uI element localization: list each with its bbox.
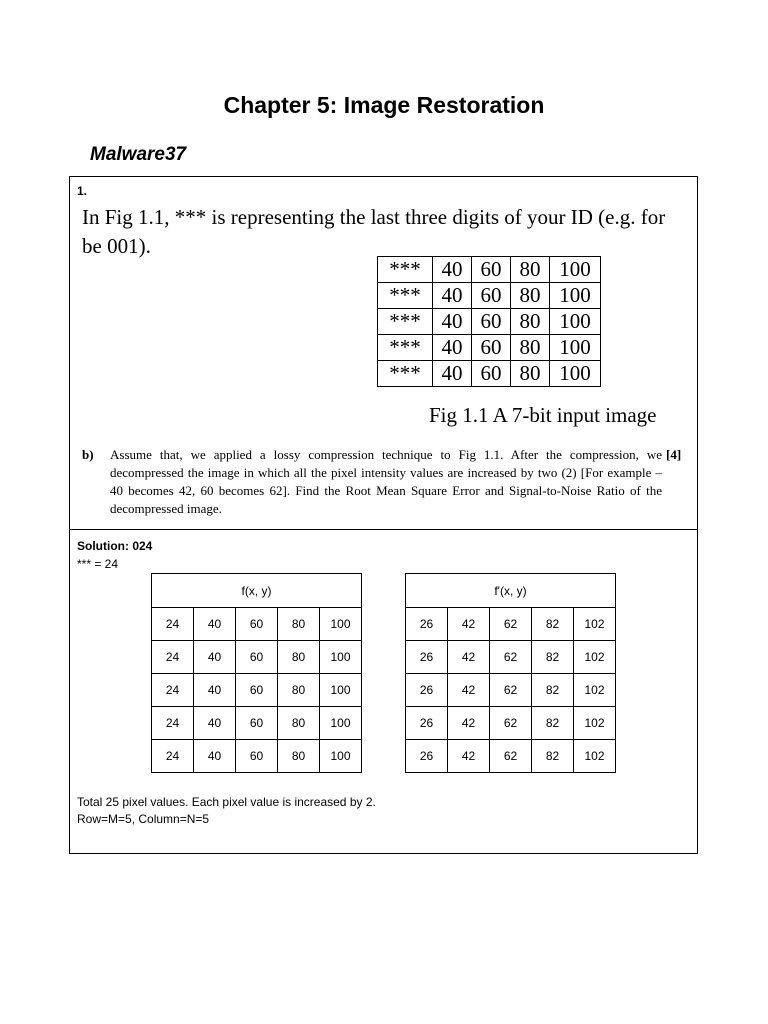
figure-table-cell: 40	[433, 361, 472, 387]
decompressed-image-cell: 102	[574, 707, 616, 740]
original-image-cell: 60	[236, 641, 278, 674]
original-image-row	[152, 740, 362, 773]
decompressed-image-cell: 102	[574, 740, 616, 773]
decompressed-image-cell: 42	[448, 707, 490, 740]
decompressed-image-row	[406, 674, 616, 707]
figure-table-row	[378, 309, 601, 335]
original-image-cell: 100	[320, 608, 362, 641]
figure-table-cell: 60	[472, 335, 511, 361]
decompressed-image-cell: 82	[532, 641, 574, 674]
original-image-cell: 100	[320, 641, 362, 674]
figure-table-cell: 80	[511, 283, 550, 309]
decompressed-image-row	[406, 740, 616, 773]
figure-table-cell: 60	[472, 309, 511, 335]
original-image-cell: 40	[194, 608, 236, 641]
figure-table-cell: 100	[550, 361, 601, 387]
original-image-cell: 24	[152, 608, 194, 641]
question-number: 1.	[77, 184, 88, 198]
figure-table-cell: 80	[511, 361, 550, 387]
original-image-header: f(x, y)	[152, 574, 362, 608]
section-divider	[70, 529, 697, 530]
decompressed-image-row	[406, 641, 616, 674]
original-image-cell: 60	[236, 674, 278, 707]
decompressed-image-cell: 42	[448, 641, 490, 674]
figure-table-cell: ***	[378, 257, 433, 283]
figure-table-cell: 100	[550, 257, 601, 283]
original-image-cell: 24	[152, 641, 194, 674]
figure-table-cell: 40	[433, 257, 472, 283]
decompressed-image-cell: 42	[448, 674, 490, 707]
figure-table-cell: ***	[378, 361, 433, 387]
decompressed-image-cell: 102	[574, 608, 616, 641]
original-image-cell: 80	[278, 674, 320, 707]
solution-note-line-1: Total 25 pixel values. Each pixel value is increased by 2.	[77, 795, 376, 809]
original-image-row	[152, 707, 362, 740]
decompressed-image-cell: 42	[448, 608, 490, 641]
figure-table-row	[378, 335, 601, 361]
part-b-text: Assume that, we applied a lossy compression technique to Fig 1.1. After the compression, we decompressed the image in which all the pixel intensity values are increased by two (2) [For example – 40 becomes 42, 60 becomes 62]. Find the Root Mean Square Error and Signal-to-Noise Ratio of the decompressed image.	[110, 447, 662, 516]
figure-table-row	[378, 257, 601, 283]
original-image-row	[152, 674, 362, 707]
figure-table-cell: 80	[511, 257, 550, 283]
original-image-cell: 60	[236, 740, 278, 773]
figure-table-row	[378, 361, 601, 387]
decompressed-image-cell: 82	[532, 674, 574, 707]
decompressed-image-cell: 26	[406, 674, 448, 707]
figure-table-cell: 100	[550, 283, 601, 309]
original-image-cell: 40	[194, 674, 236, 707]
original-image-cell: 60	[236, 608, 278, 641]
decompressed-image-row	[406, 608, 616, 641]
figure-table-cell: 60	[472, 257, 511, 283]
decompressed-image-cell: 82	[532, 707, 574, 740]
decompressed-image-cell: 62	[490, 641, 532, 674]
figure-table-cell: 40	[433, 335, 472, 361]
decompressed-image-cell: 62	[490, 707, 532, 740]
original-image-cell: 100	[320, 707, 362, 740]
figure-table	[377, 256, 601, 387]
figure-table-cell: ***	[378, 309, 433, 335]
original-image-cell: 40	[194, 707, 236, 740]
decompressed-image-cell: 26	[406, 641, 448, 674]
figure-table-cell: 80	[511, 335, 550, 361]
decompressed-image-header: f'(x, y)	[406, 574, 616, 608]
part-b-marks: [4]	[666, 447, 682, 462]
figure-table-cell: ***	[378, 335, 433, 361]
figure-table-cell: 80	[511, 309, 550, 335]
decompressed-image-cell: 26	[406, 707, 448, 740]
decompressed-image-cell: 26	[406, 608, 448, 641]
solution-title: Solution: 024	[77, 539, 153, 553]
decompressed-image-cell: 62	[490, 740, 532, 773]
original-image-cell: 40	[194, 740, 236, 773]
figure-table-row	[378, 283, 601, 309]
original-image-cell: 80	[278, 641, 320, 674]
decompressed-image-row	[406, 707, 616, 740]
original-image-cell: 24	[152, 674, 194, 707]
figure-table-cell: 60	[472, 283, 511, 309]
original-image-cell: 80	[278, 740, 320, 773]
original-image-header-row	[152, 574, 362, 608]
solution-note-line-2: Row=M=5, Column=N=5	[77, 812, 210, 826]
figure-table-cell: 40	[433, 283, 472, 309]
decompressed-image-cell: 102	[574, 641, 616, 674]
original-image-cell: 100	[320, 674, 362, 707]
figure-table-cell: 60	[472, 361, 511, 387]
original-image-cell: 100	[320, 740, 362, 773]
original-image-row	[152, 608, 362, 641]
decompressed-image-cell: 62	[490, 674, 532, 707]
question-intro-line-2: be 001).	[82, 234, 151, 258]
figure-caption: Fig 1.1 A 7-bit input image	[429, 403, 657, 427]
question-intro	[82, 203, 702, 261]
decompressed-image-cell: 102	[574, 674, 616, 707]
author-name: Malware37	[90, 144, 187, 165]
original-image-cell: 40	[194, 641, 236, 674]
figure-table-cell: 40	[433, 309, 472, 335]
decompressed-image-table	[405, 573, 616, 773]
figure-table-cell: 100	[550, 335, 601, 361]
solution-note	[77, 794, 376, 828]
decompressed-image-cell: 82	[532, 608, 574, 641]
decompressed-image-cell: 26	[406, 740, 448, 773]
decompressed-image-cell: 42	[448, 740, 490, 773]
original-image-cell: 60	[236, 707, 278, 740]
decompressed-image-header-row	[406, 574, 616, 608]
original-image-cell: 80	[278, 707, 320, 740]
part-b-label: b)	[82, 447, 94, 462]
question-intro-line-1: In Fig 1.1, *** is representing the last three digits of your ID (e.g. for	[82, 205, 666, 229]
original-image-row	[152, 641, 362, 674]
decompressed-image-cell: 82	[532, 740, 574, 773]
original-image-cell: 80	[278, 608, 320, 641]
original-image-table	[151, 573, 362, 773]
original-image-cell: 24	[152, 707, 194, 740]
decompressed-image-cell: 62	[490, 608, 532, 641]
solution-id-value: *** = 24	[77, 557, 119, 571]
content-frame	[69, 176, 698, 854]
figure-table-cell: ***	[378, 283, 433, 309]
page-title: Chapter 5: Image Restoration	[223, 92, 545, 118]
original-image-cell: 24	[152, 740, 194, 773]
figure-table-cell: 100	[550, 309, 601, 335]
